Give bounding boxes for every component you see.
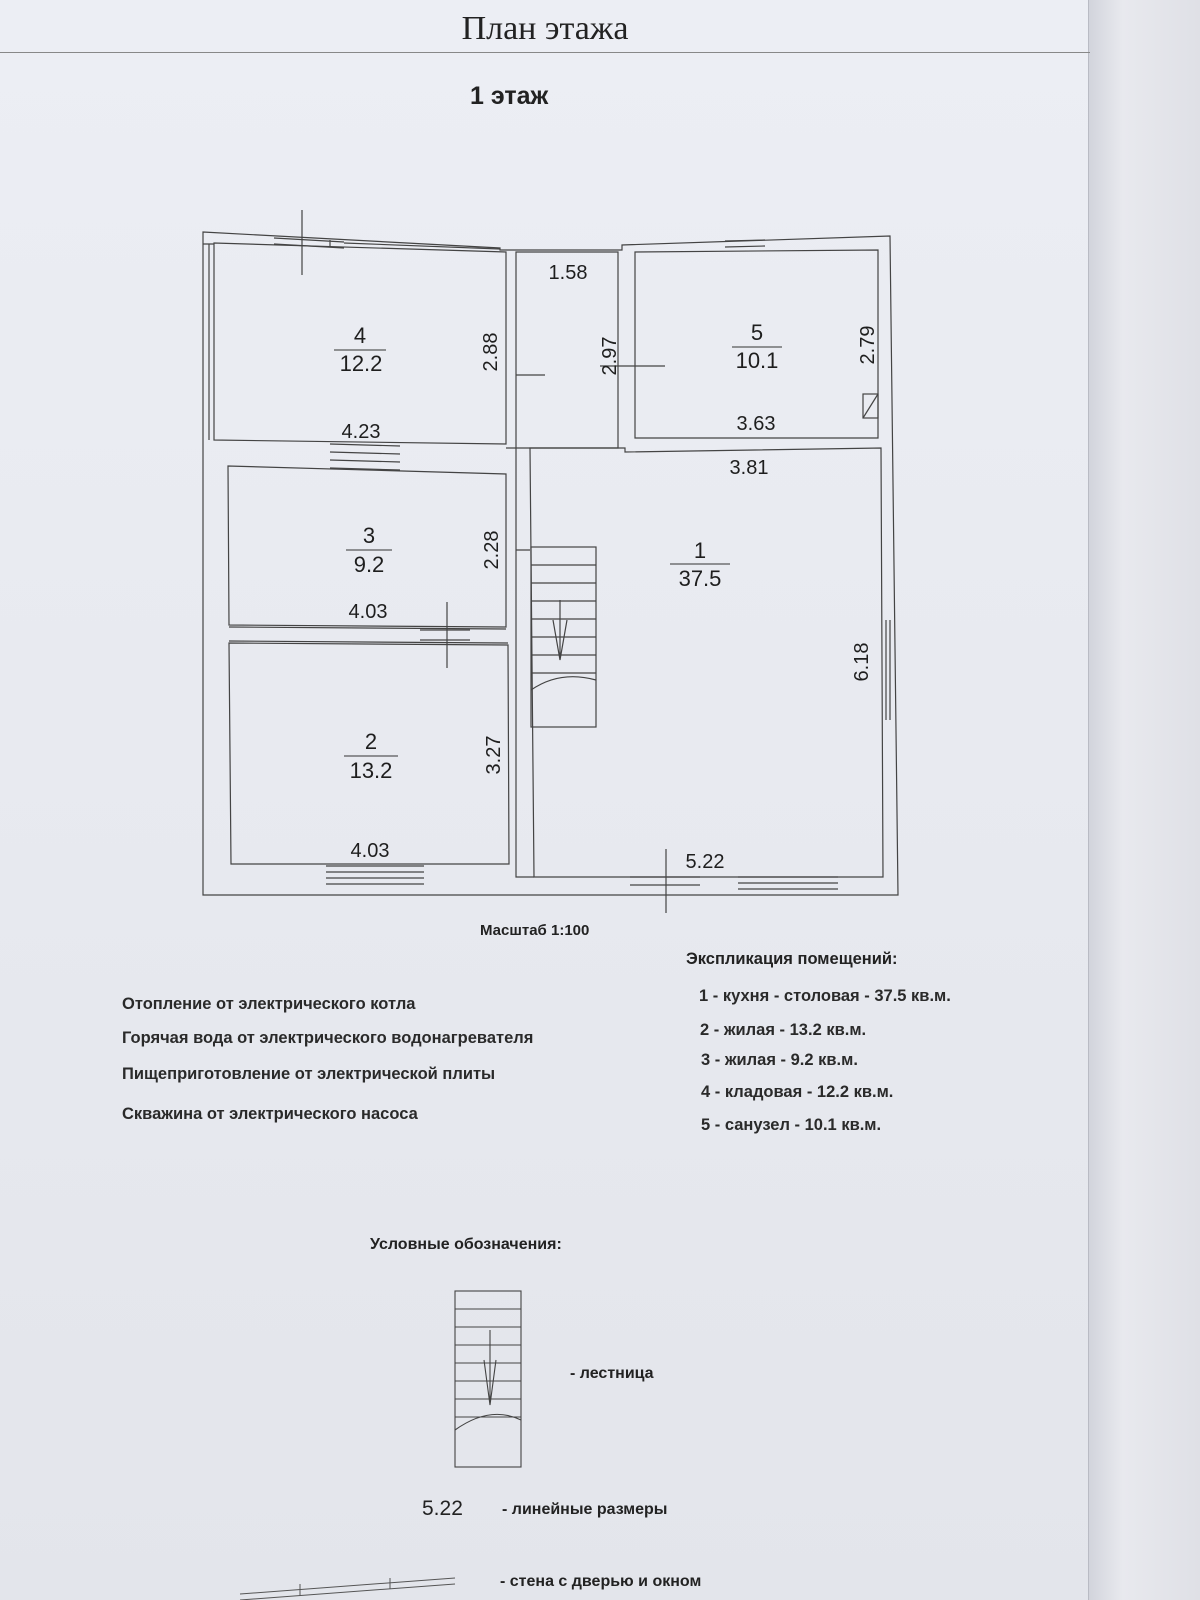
room-1-number: 1 xyxy=(693,538,707,563)
floor-title: 1 этаж xyxy=(470,82,549,110)
window-bottom-room2 xyxy=(326,866,424,884)
window-bottom-room1 xyxy=(738,877,838,889)
dim-room1-top: 3.81 xyxy=(729,457,769,479)
dim-room1-height: 6.18 xyxy=(851,642,873,682)
next-page-edge xyxy=(1088,0,1200,1600)
room-5-number: 5 xyxy=(750,320,764,345)
legend-stair-symbol xyxy=(455,1291,521,1467)
dim-room4-height: 2.88 xyxy=(480,332,502,372)
window-top-right xyxy=(725,240,765,247)
door-room4-room3 xyxy=(330,444,400,470)
room-3-area: 9.2 xyxy=(353,552,385,577)
utility-note: Скважина от электрического насоса xyxy=(122,1105,418,1123)
dim-room4-width: 4.23 xyxy=(341,421,381,443)
room-1-outline xyxy=(530,448,883,877)
dim-room5-height: 2.79 xyxy=(857,325,879,365)
room-4-area: 12.2 xyxy=(339,351,383,376)
legend-wall-label: - стена с дверью и окном xyxy=(500,1573,702,1590)
room-4-number: 4 xyxy=(353,323,367,348)
room-3-number: 3 xyxy=(362,523,376,548)
dim-room3-width: 4.03 xyxy=(348,601,388,623)
door-room3-room2 xyxy=(420,630,470,640)
utility-note: Отопление от электрического котла xyxy=(122,995,416,1013)
shaft-diagonal xyxy=(863,394,878,418)
dim-room2-height: 3.27 xyxy=(483,735,505,775)
entrance-door xyxy=(630,877,700,885)
legend-wall-symbol xyxy=(240,1578,455,1600)
stair-break xyxy=(531,677,596,690)
utility-note: Горячая вода от электрического водонагревателя xyxy=(122,1029,534,1047)
room-2-area: 13.2 xyxy=(349,758,393,783)
explication-item: 4 - кладовая - 12.2 кв.м. xyxy=(701,1083,894,1101)
window-right-room1 xyxy=(886,620,890,720)
legend-stair-label: - лестница xyxy=(570,1365,654,1382)
dim-room3-height: 2.28 xyxy=(481,530,503,570)
stair-steps xyxy=(531,565,596,673)
explication-item: 2 - жилая - 13.2 кв.м. xyxy=(700,1021,867,1039)
outer-wall xyxy=(203,232,898,895)
wall-room1-left xyxy=(506,448,534,877)
dim-room1-bottom: 5.22 xyxy=(685,851,725,873)
legend-title: Условные обозначения: xyxy=(370,1236,562,1253)
scale-label: Масштаб 1:100 xyxy=(480,922,590,939)
legend-dim-sample: 5.22 xyxy=(422,1497,463,1520)
stair-arrow xyxy=(553,600,567,660)
explication-item: 5 - санузел - 10.1 кв.м. xyxy=(701,1116,882,1134)
legend-dim-label: - линейные размеры xyxy=(502,1501,668,1518)
room-2-number: 2 xyxy=(364,729,378,754)
dim-corridor-height: 2.97 xyxy=(599,336,621,376)
dim-corridor-width: 1.58 xyxy=(548,262,588,284)
explication-title: Экспликация помещений: xyxy=(686,950,898,968)
page-title: План этажа xyxy=(461,10,629,47)
room-1-area: 37.5 xyxy=(678,566,722,591)
dim-room5-width: 3.63 xyxy=(736,413,776,435)
dim-room2-width: 4.03 xyxy=(350,840,390,862)
window-left-room4 xyxy=(203,244,214,440)
room-5-area: 10.1 xyxy=(735,348,779,373)
explication-item: 3 - жилая - 9.2 кв.м. xyxy=(701,1051,858,1069)
utility-note: Пищеприготовление от электрической плиты xyxy=(122,1065,496,1083)
explication-item: 1 - кухня - столовая - 37.5 кв.м. xyxy=(699,987,951,1005)
